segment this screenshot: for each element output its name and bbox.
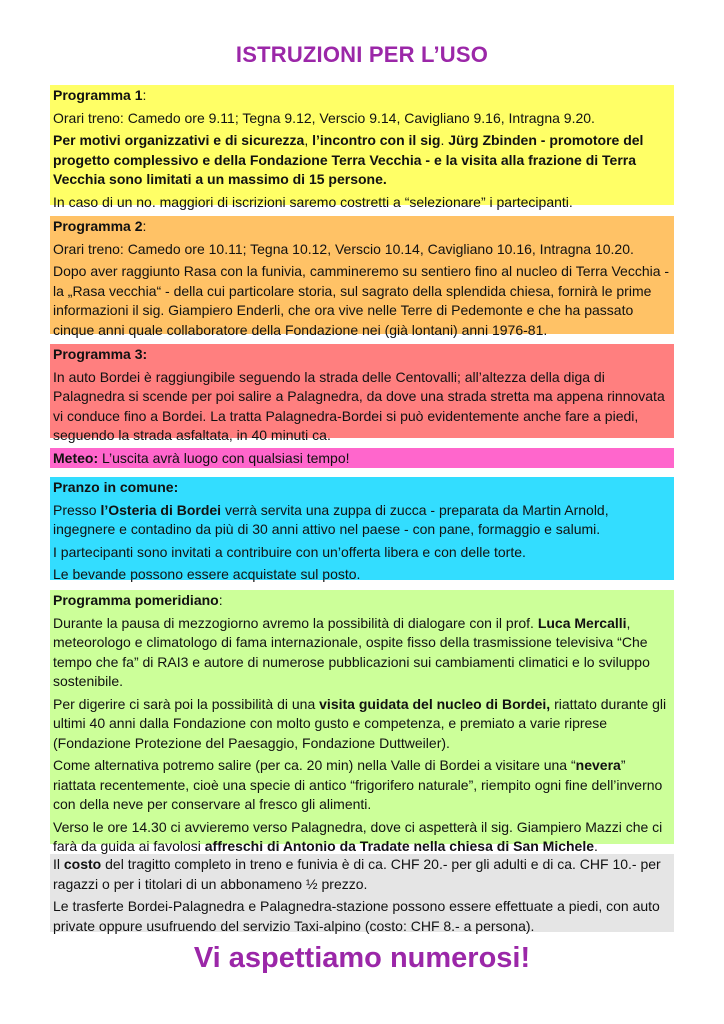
programma-2-train-times: Orari treno: Camedo ore 10.11; Tegna 10.12, Verscio 10.14, Cavigliano 10.16, Intragna 10.20. (53, 240, 634, 257)
programma-1-limit-notice: Per motivi organizzativi e di sicurezza, l’incontro con il sig. Jürg Zbinden - promotore del progetto complessivo e della Fondazione Terra Vecchia - e la visita alla frazione di Terra Vecchia sono limitati a un massimo di 15 persone. (53, 132, 644, 187)
pomeridiano-visita-guidata: Per digerire ci sarà poi la possibilità di una visita guidata del nucleo di Bordei, riattato durante gli ultimi 40 anni dalla Fondazione con molto gusto e competenza, e premiato a varie riprese (Fondazione Protezione del Paesaggio, Fondazione Duttweiler). (53, 695, 667, 751)
pomeridiano-mercalli: Durante la pausa di mezzogiorno avremo la possibilità di dialogare con il prof. Luca Mercalli, meteorologo e climatologo di fama internazionale, ospite fisso della trasmissione televisiva “Che tempo che fa” di RAI3 e autore di numerose pubblicazioni sui cambiamenti climatici e lo sviluppo sostenibile. (53, 614, 650, 689)
programma-pomeridiano-section (50, 590, 674, 854)
programma-2-section (50, 216, 674, 338)
pranzo-section (50, 477, 674, 580)
page-title: ISTRUZIONI PER L’USO (235, 42, 489, 67)
programma-3-description: In auto Bordei è raggiungibile seguendo la strada delle Centovalli; all’altezza della diga di Palagnedra si scende per poi salire a Palagnedra, da dove una strada stretta ma appena rinnovata vi conduce fino a Bordei. La tratta Palagnedra-Bordei si può evidentemente anche fare a piedi, seguendo la strada asfaltata, in 40 minuti ca. (53, 368, 665, 443)
pomeridiano-affreschi: Verso le ore 14.30 ci avvieremo verso Palagnedra, dove ci aspetterà il sig. Giampiero Mazzi che ci farà da guida ai favolosi affreschi di Antonio da Tradate nella chiesa di San Michele. (53, 818, 663, 854)
pomeridiano-nevera: Come alternativa potremo salire (per ca. 20 min) nella Valle di Bordei a visitare una “nevera” riattata recentemente, cioè una specie di antico “frigorifero naturale”, riempito ogni fine dell’inverno con della neve per conservare al fresco gli alimenti. (53, 757, 663, 812)
programma-1-heading: Programma 1: (53, 87, 147, 103)
programma-3-section (50, 344, 674, 443)
programma-2-description: Dopo aver raggiunto Rasa con la funivia, cammineremo su sentiero fino al nucleo di Terra Vecchia - la „Rasa vecchia“ - della cui particolare storia, sul sagrato della splendida chiesa, fornirà le prime informazioni il sig. Giampiero Enderli, che ora vive nelle Terre di Pedemonte e che ha passato cinque anni quale collaboratore della Fondazione nei (già lontani) anni 1976-81. (53, 263, 670, 338)
meteo-text: Meteo: L’uscita avrà luogo con qualsiasi tempo! (53, 450, 350, 466)
pomeridiano-heading: Programma pomeridiano: (53, 592, 223, 608)
costi-tragitto: Il costo del tragitto completo in treno e funivia è di ca. CHF 20.- per gli adulti e di ca. CHF 10.- per ragazzi o per i titolari di un abbonameno ½ prezzo. (53, 856, 661, 892)
pranzo-heading: Pranzo in comune: (53, 479, 179, 495)
programma-2-heading: Programma 2: (53, 218, 147, 234)
costi-section (50, 854, 674, 932)
pranzo-description: Presso l’Osteria di Bordei verrà servita una zuppa di zucca - preparata da Martin Arnold, ingegnere e contadino da più di 30 anni attivo nel paese - con pane, formaggio e salumi. (53, 501, 609, 537)
programma-1-train-times: Orari treno: Camedo ore 9.11; Tegna 9.12, Verscio 9.14, Cavigliano 9.16, Intragna 9.20. (53, 109, 595, 126)
programma-1-section (50, 85, 674, 210)
programma-3-heading: Programma 3: (53, 346, 148, 362)
programma-1-selection-note: In caso di un no. maggiori di iscrizioni saremo costretti a “selezionare” i partecipanti. (53, 193, 573, 210)
meteo-section (50, 448, 674, 468)
closing-title: Vi aspettiamo numerosi! (193, 942, 531, 974)
pranzo-contribution: I partecipanti sono invitati a contribuire con un’offerta libera e con delle torte. (53, 543, 526, 560)
costi-trasferte: Le trasferte Bordei-Palagnedra e Palagnedra-stazione possono essere effettuate a piedi, con auto private oppure usufruendo del servizio Taxi-alpino (costo: CHF 8.- a persona). (53, 898, 660, 934)
pranzo-drinks: Le bevande possono essere acquistate sul posto. (53, 566, 361, 582)
